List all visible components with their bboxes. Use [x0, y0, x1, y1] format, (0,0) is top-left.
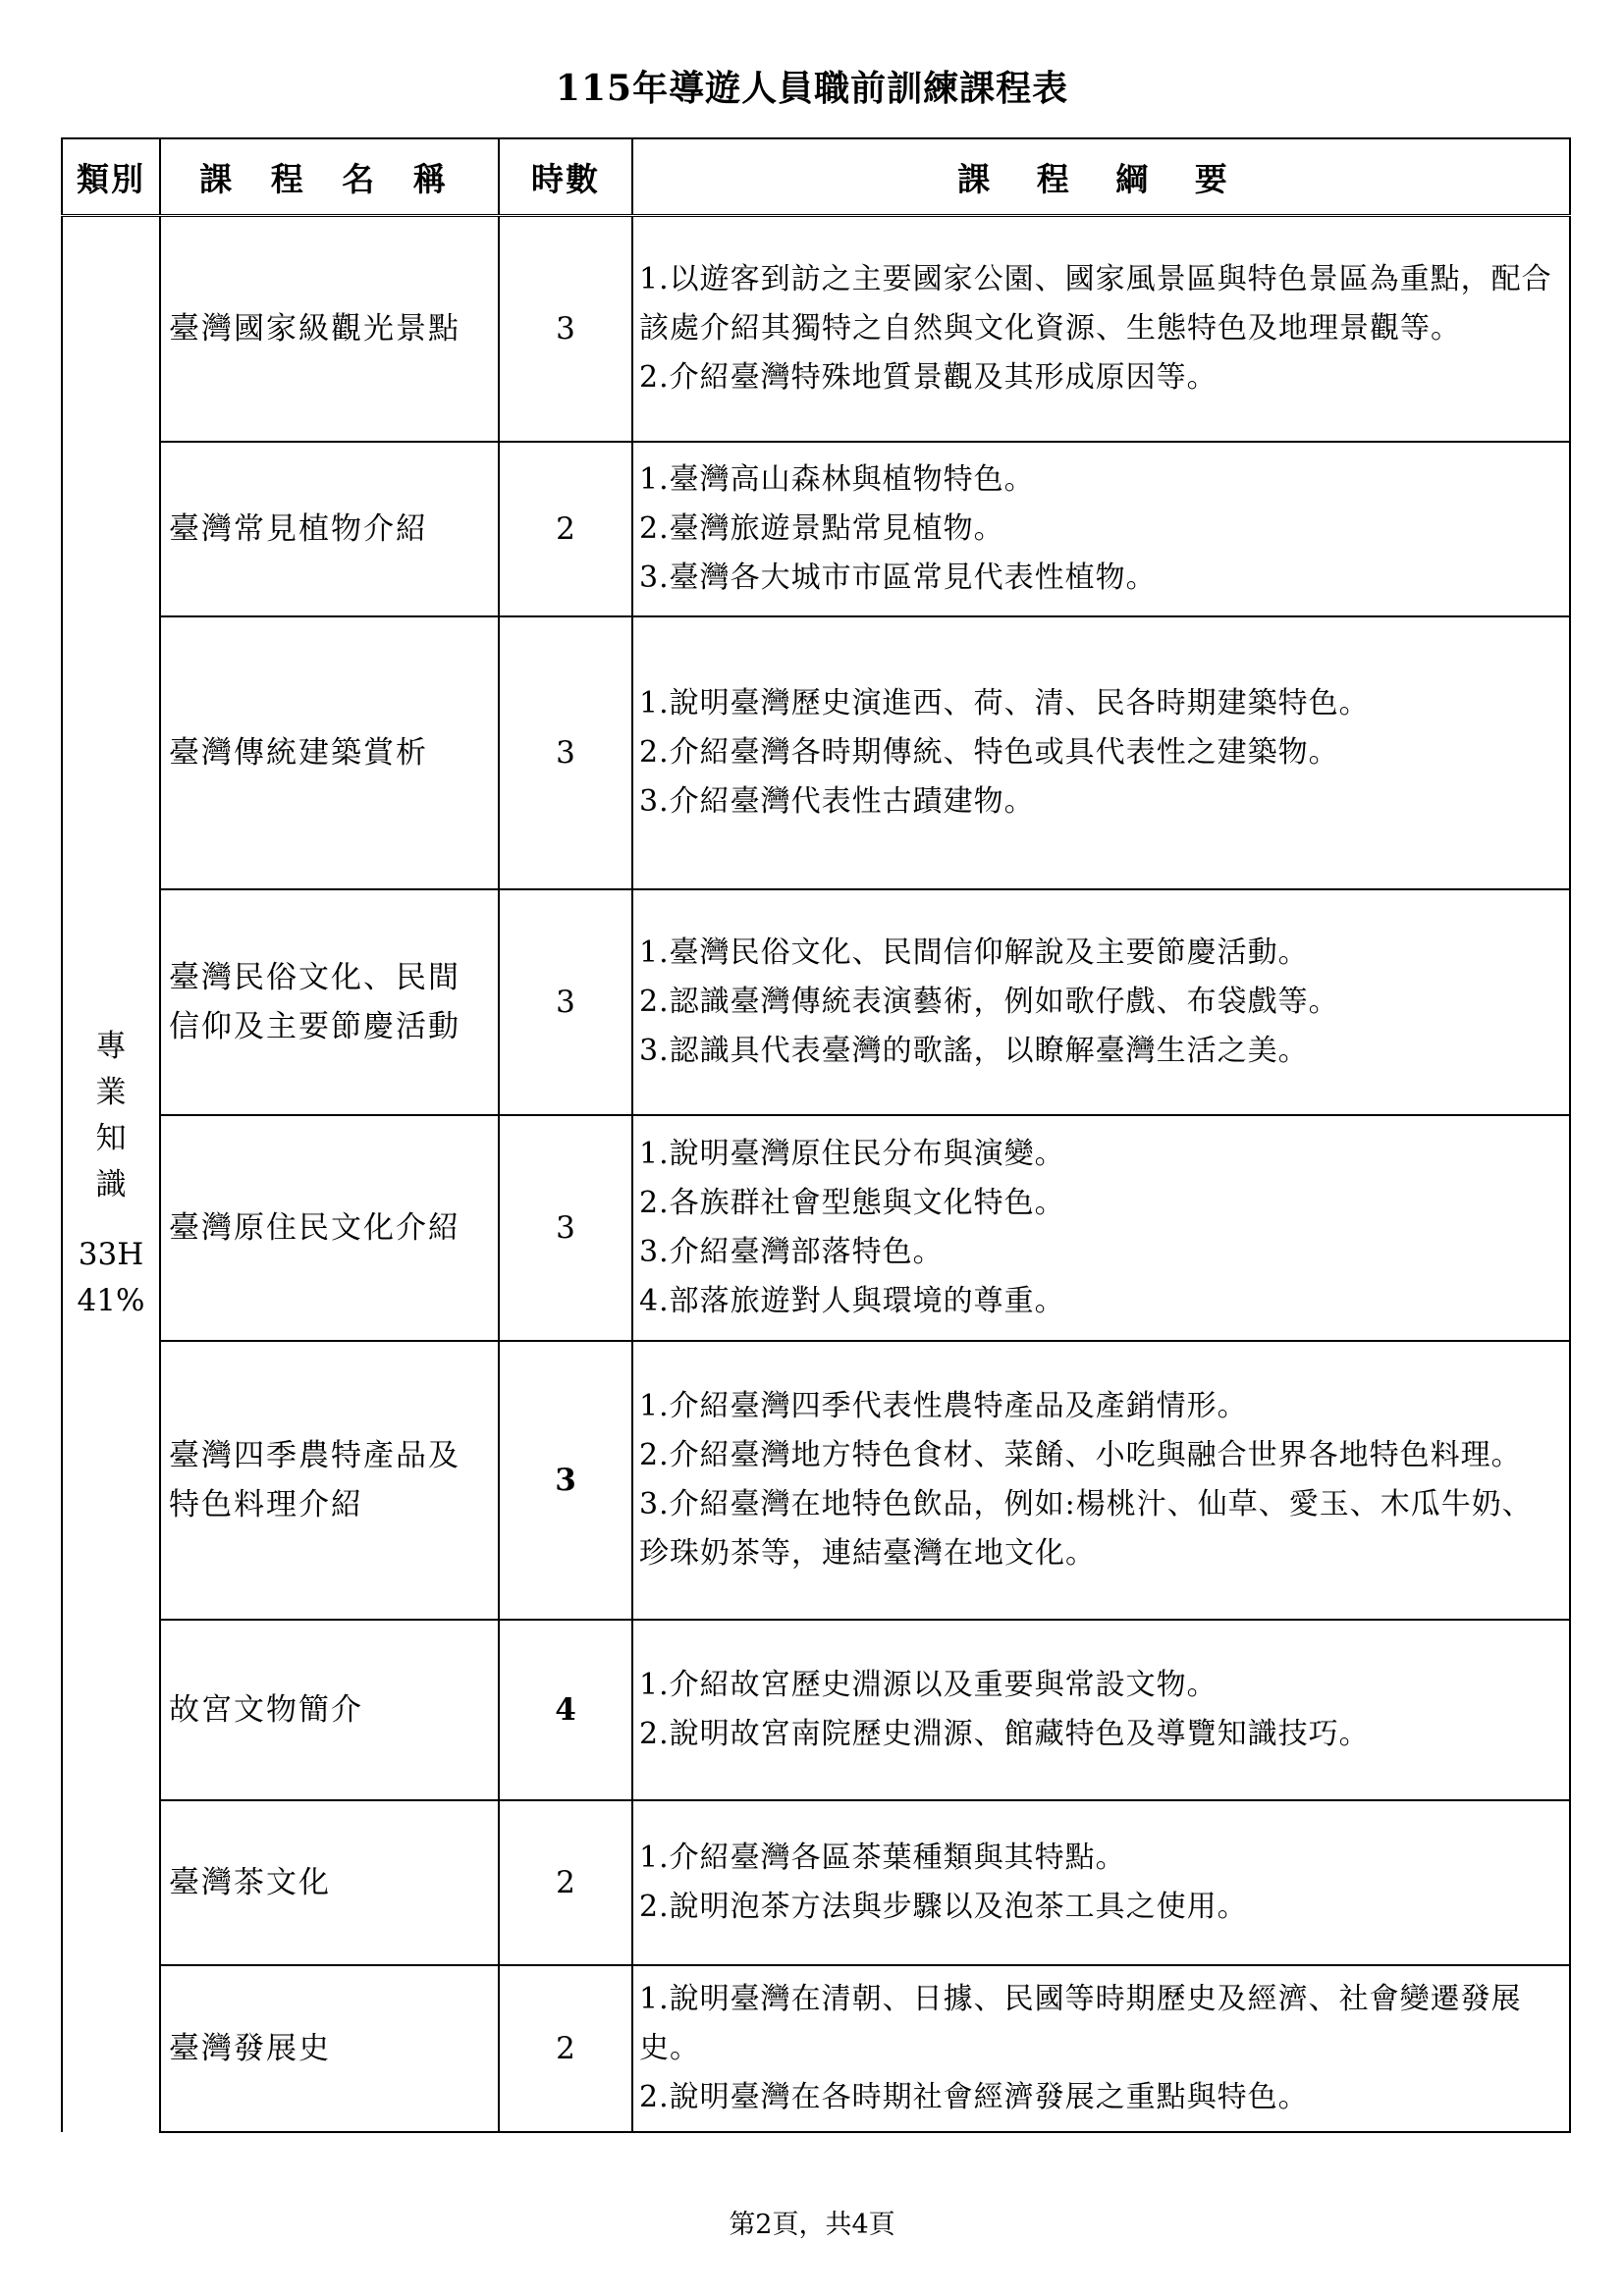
course-name: 臺灣傳統建築賞析 — [160, 616, 499, 889]
course-outline — [632, 1965, 1570, 2132]
outline-item: 3.介紹臺灣部落特色。 — [639, 1234, 944, 1269]
course-name: 臺灣常見植物介紹 — [160, 442, 499, 616]
outline-item: 2.說明泡茶方法與步驟以及泡茶工具之使用。 — [639, 1889, 1248, 1924]
outline-item: 2.說明故宮南院歷史淵源、館藏特色及導覽知識技巧。 — [639, 1716, 1370, 1751]
table-row — [62, 1965, 1570, 2132]
course-name: 臺灣原住民文化介紹 — [160, 1115, 499, 1341]
outline-item: 1.介紹故宮歷史淵源以及重要與常設文物。 — [639, 1667, 1218, 1702]
outline-item: 3.介紹臺灣代表性古蹟建物。 — [639, 783, 1035, 819]
course-hours: 3 — [499, 1115, 632, 1341]
course-hours: 4 — [499, 1620, 632, 1800]
outline-item: 1.說明臺灣在清朝、日據、民國等時期歷史及經濟、社會變遷發展史。 — [639, 1981, 1522, 2065]
outline-item: 1.介紹臺灣各區茶葉種類與其特點。 — [639, 1840, 1126, 1875]
course-hours: 3 — [499, 1341, 632, 1620]
document-title: 115年導遊人員職前訓練課程表 — [555, 68, 1069, 109]
header-course-name: 課 程 名 稱 — [160, 138, 499, 216]
table-row — [62, 1620, 1570, 1800]
outline-item: 2.介紹臺灣地方特色食材、菜餚、小吃與融合世界各地特色料理。 — [639, 1437, 1522, 1472]
table-header-row — [62, 138, 1570, 216]
outline-item: 3.介紹臺灣在地特色飲品，例如:楊桃汁、仙草、愛玉、木瓜牛奶、珍珠奶茶等，連結臺灣在地文化。 — [639, 1486, 1533, 1571]
category-hours: 33H — [78, 1237, 144, 1273]
course-name: 臺灣國家級觀光景點 — [160, 216, 499, 442]
course-outline — [632, 442, 1570, 616]
course-name: 故宮文物簡介 — [160, 1620, 499, 1800]
outline-item: 1.臺灣高山森林與植物特色。 — [639, 461, 1035, 497]
table-row — [62, 216, 1570, 442]
course-name: 臺灣四季農特產品及特色料理介紹 — [160, 1341, 499, 1620]
outline-item: 2.介紹臺灣各時期傳統、特色或具代表性之建築物。 — [639, 734, 1339, 770]
outline-item: 3.臺灣各大城市市區常見代表性植物。 — [639, 560, 1157, 595]
course-outline — [632, 1115, 1570, 1341]
outline-item: 1.以遊客到訪之主要國家公園、國家風景區與特色景區為重點，配合該處介紹其獨特之自然與文化資源、生態特色及地理景觀等。 — [639, 261, 1552, 346]
category-cell — [62, 216, 160, 2132]
course-hours: 3 — [499, 616, 632, 889]
course-hours: 2 — [499, 442, 632, 616]
outline-item: 1.說明臺灣原住民分布與演變。 — [639, 1136, 1065, 1171]
course-hours: 3 — [499, 889, 632, 1115]
header-category: 類別 — [62, 138, 160, 216]
outline-item: 2.說明臺灣在各時期社會經濟發展之重點與特色。 — [639, 2079, 1309, 2114]
table-row — [62, 442, 1570, 616]
table-row — [62, 616, 1570, 889]
course-name: 臺灣民俗文化、民間信仰及主要節慶活動 — [160, 889, 499, 1115]
table-row — [62, 1800, 1570, 1965]
course-outline — [632, 1800, 1570, 1965]
category-percent: 41% — [77, 1283, 145, 1319]
outline-item: 1.臺灣民俗文化、民間信仰解說及主要節慶活動。 — [639, 934, 1309, 970]
course-hours: 2 — [499, 1800, 632, 1965]
course-outline — [632, 1620, 1570, 1800]
outline-item: 2.各族群社會型態與文化特色。 — [639, 1185, 1065, 1220]
course-table — [61, 137, 1571, 2133]
course-outline — [632, 889, 1570, 1115]
page-number: 第2頁，共4頁 — [729, 2210, 895, 2240]
outline-item: 1.介紹臺灣四季代表性農特產品及產銷情形。 — [639, 1388, 1248, 1423]
course-hours: 3 — [499, 216, 632, 442]
outline-item: 4.部落旅遊對人與環境的尊重。 — [639, 1283, 1065, 1318]
outline-item: 2.介紹臺灣特殊地質景觀及其形成原因等。 — [639, 359, 1218, 395]
course-outline — [632, 1341, 1570, 1620]
table-row — [62, 1115, 1570, 1341]
outline-item: 3.認識具代表臺灣的歌謠，以瞭解臺灣生活之美。 — [639, 1033, 1309, 1068]
category-label: 專業知識 — [95, 1029, 127, 1203]
outline-item: 1.說明臺灣歷史演進西、荷、清、民各時期建築特色。 — [639, 685, 1370, 721]
table-row — [62, 1341, 1570, 1620]
header-outline: 課 程 綱 要 — [632, 138, 1570, 216]
outline-item: 2.臺灣旅遊景點常見植物。 — [639, 510, 1004, 546]
header-hours: 時數 — [499, 138, 632, 216]
course-outline — [632, 616, 1570, 889]
course-name: 臺灣發展史 — [160, 1965, 499, 2132]
course-name: 臺灣茶文化 — [160, 1800, 499, 1965]
outline-item: 2.認識臺灣傳統表演藝術，例如歌仔戲、布袋戲等。 — [639, 984, 1339, 1019]
course-hours: 2 — [499, 1965, 632, 2132]
table-row — [62, 889, 1570, 1115]
course-outline — [632, 216, 1570, 442]
